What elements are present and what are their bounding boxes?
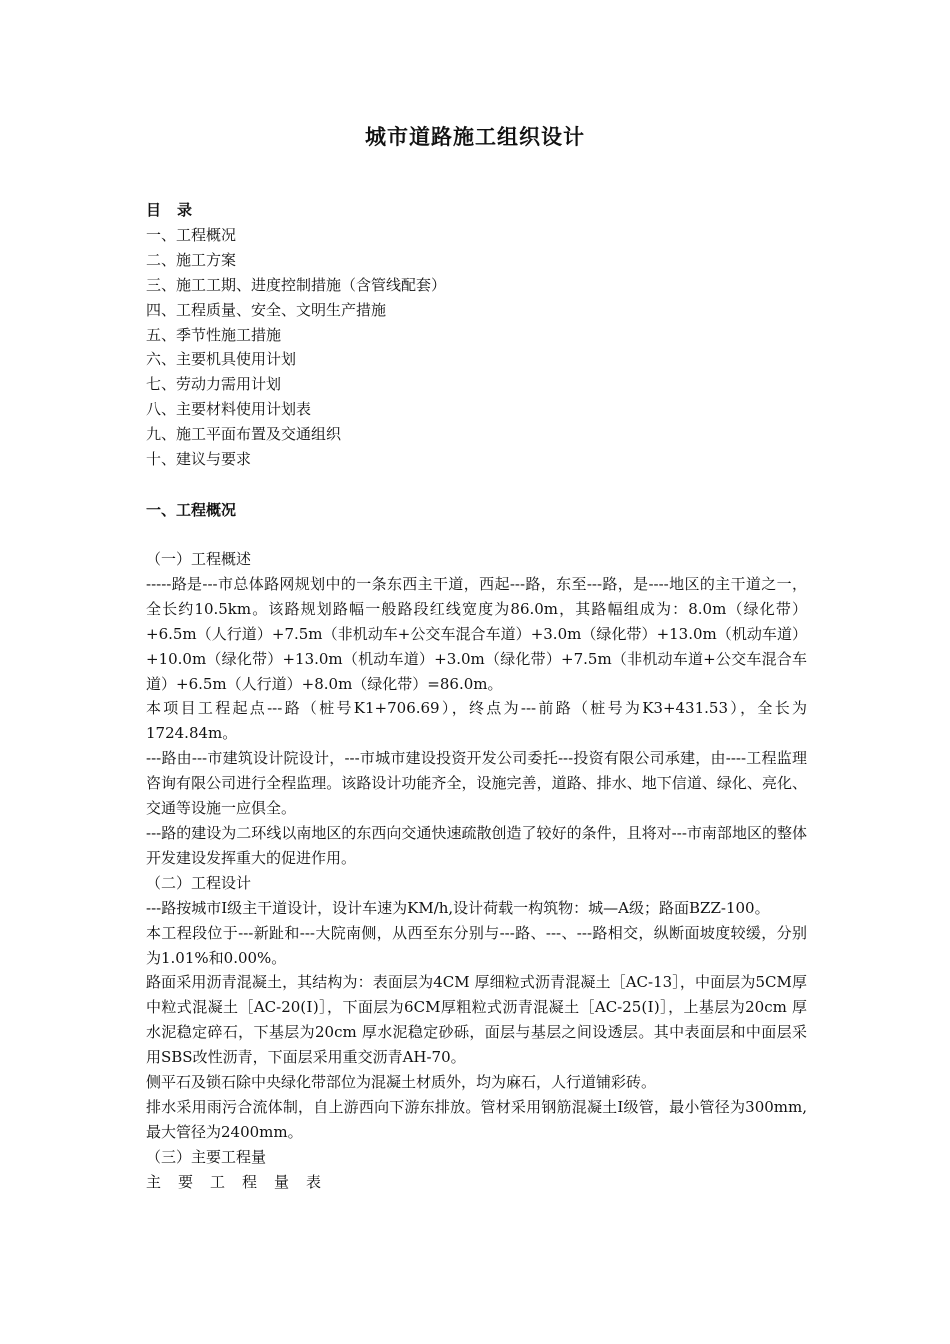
body-paragraph: 本项目工程起点---路（桩号K1+706.69），终点为---前路（桩号为K3+431.53），全长为1724.84m。 bbox=[146, 699, 807, 743]
subsection-heading: （一）工程概述 bbox=[146, 550, 252, 568]
toc-item: 四、工程质量、安全、文明生产措施 bbox=[146, 300, 387, 319]
body-paragraph: 侧平石及锁石除中央绿化带部位为混凝土材质外，均为麻石，人行道铺彩砖。 bbox=[146, 1073, 657, 1092]
subsection-heading: （二）工程设计 bbox=[146, 873, 252, 892]
table-caption: 主要工程量表 bbox=[146, 1172, 339, 1191]
toc-item: 七、劳动力需用计划 bbox=[146, 375, 282, 394]
toc-item: 九、施工平面布置及交通组织 bbox=[146, 425, 342, 444]
toc-item: 五、季节性施工措施 bbox=[146, 325, 282, 344]
body-paragraph: 本工程段位于---新趾和---大院南侧，从西至东分别与---路、---、---路相交，纵断面坡度较缓，分别为1.01%和0.00%。 bbox=[146, 923, 807, 967]
body-paragraph: -----路是---市总体路网规划中的一条东西主干道，西起---路，东至---路，是----地区的主干道之一，全长约10.5km。该路规划路幅一般路段红线宽度为86.0m，其路幅组成为：8.0m（绿化带）+6.5m（人行道）+7.5m（非机动车+公交车混合车道）+3.0m（绿化带）+13.0m（机动车道）+10.0m（绿化带）+13.0m（机动车道）+3.0m（绿化带）+7.5m（非机动车道+公交车混合车道）+6.5m（人行道）+8.0m（绿化带）=86.0m。 bbox=[146, 574, 807, 693]
body-paragraph: 路面采用沥青混凝土，其结构为：表面层为4CM 厚细粒式沥青混凝土［AC-13］，中面层为5CM厚中粒式混凝土［AC-20(Ⅰ)］，下面层为6CM厚粗粒式沥青混凝土［AC-25(Ⅰ)］，上基层为20cm 厚水泥稳定碎石，下基层为20cm 厚水泥稳定砂砾，面层与基层之间设透层。其中表面层和中面层采用SBS改性沥青，下面层采用重交沥青AH-70。 bbox=[146, 973, 807, 1067]
body-paragraph: ---路的建设为二环线以南地区的东西向交通快速疏散创造了较好的条件，且将对---市南部地区的整体开发建设发挥重大的促进作用。 bbox=[146, 823, 807, 867]
toc-item: 三、施工工期、进度控制措施（含管线配套） bbox=[146, 275, 447, 294]
section-body bbox=[146, 547, 807, 1195]
document-title: 城市道路施工组织设计 bbox=[365, 124, 585, 149]
toc-item: 十、建议与要求 bbox=[146, 450, 252, 469]
toc-item: 一、工程概况 bbox=[146, 225, 237, 244]
toc-item: 八、主要材料使用计划表 bbox=[146, 400, 312, 419]
body-paragraph: 排水采用雨污合流体制，自上游西向下游东排放。管材采用钢筋混凝土Ⅰ级管，最小管径为300mm,最大管径为2400mm。 bbox=[146, 1097, 807, 1141]
body-paragraph: ---路按城市Ⅰ级主干道设计，设计车速为KM/h,设计荷载一构筑物：城—A级；路面BZZ-100。 bbox=[146, 898, 770, 917]
toc-item: 二、施工方案 bbox=[146, 250, 237, 269]
table-of-contents bbox=[146, 198, 816, 472]
toc-heading-part-a: 目 bbox=[146, 201, 162, 219]
subsection-heading: （三）主要工程量 bbox=[146, 1147, 267, 1166]
toc-item: 六、主要机具使用计划 bbox=[146, 350, 297, 369]
body-paragraph: ---路由---市建筑设计院设计，---市城市建设投资开发公司委托---投资有限公司承建，由----工程监理咨询有限公司进行全程监理。该路设计功能齐全，设施完善，道路、排水、地下信道、绿化、亮化、交通等设施一应俱全。 bbox=[146, 749, 807, 818]
toc-heading-part-b: 录 bbox=[177, 201, 193, 219]
toc-heading bbox=[146, 198, 816, 223]
section-heading: 一、工程概况 bbox=[146, 501, 237, 519]
